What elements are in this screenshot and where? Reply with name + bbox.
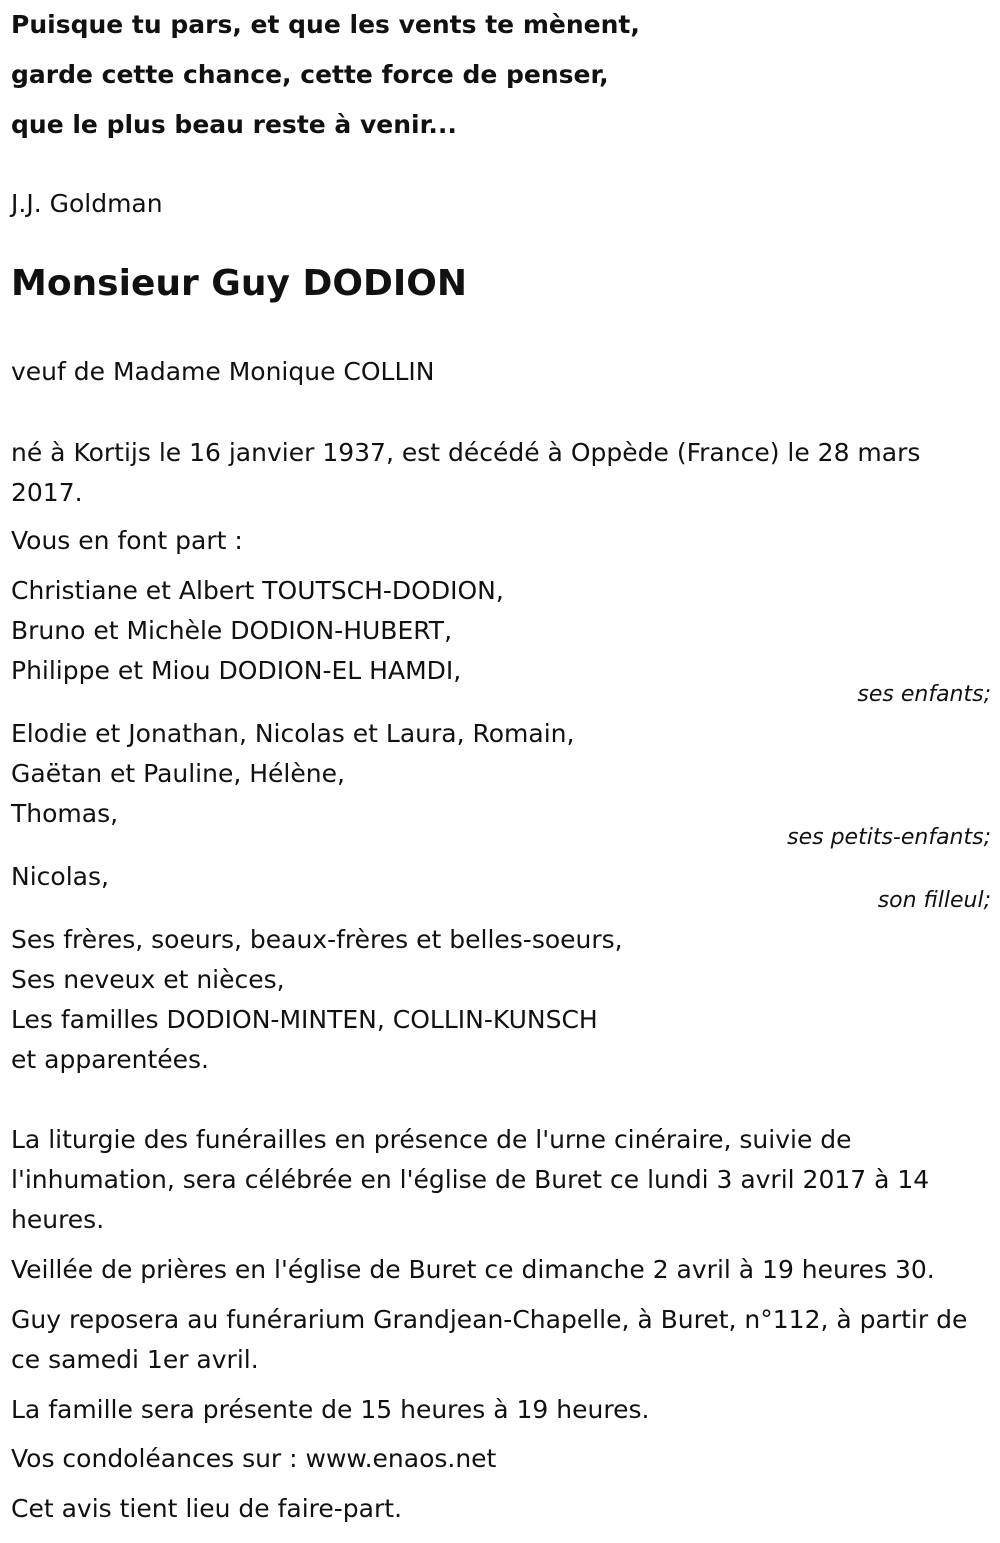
grandchildren-line-3: Thomas, — [11, 799, 119, 828]
widower-line: veuf de Madame Monique COLLIN — [11, 357, 435, 386]
grandchildren-relation: ses petits-enfants; — [787, 825, 991, 850]
birth-death-text: né à Kortijs le 16 janvier 1937, est décédé à Oppède (France) le 28 mars 2017. — [11, 438, 921, 507]
poem-line-3: que le plus beau reste à venir... — [11, 110, 457, 139]
others-line-3: Les familles DODION-MINTEN, COLLIN-KUNSCH — [11, 1005, 598, 1034]
liturgy-text: La liturgie des funérailles en présence de l'urne cinéraire, suivie de l'inhumation, sera célébrée en l'église de Buret ce lundi 3 avril 2017 à 14 heures. — [11, 1125, 930, 1234]
others-line-1: Ses frères, soeurs, beaux-frères et belles-soeurs, — [11, 925, 623, 954]
godson-line: Nicolas, — [11, 862, 109, 891]
deceased-name: Monsieur Guy DODION — [11, 263, 467, 304]
poem-author: J.J. Goldman — [11, 189, 163, 218]
announcement-intro: Vous en font part : — [11, 526, 243, 555]
children-line-3: Philippe et Miou DODION-EL HAMDI, — [11, 656, 462, 685]
condolences-text: Vos condoléances sur : www.enaos.net — [11, 1444, 497, 1473]
children-relation: ses enfants; — [857, 682, 991, 707]
vigil-text: Veillée de prières en l'église de Buret ce dimanche 2 avril à 19 heures 30. — [11, 1255, 935, 1284]
family-presence-text: La famille sera présente de 15 heures à 19 heures. — [11, 1395, 650, 1424]
children-line-1: Christiane et Albert TOUTSCH-DODION, — [11, 576, 504, 605]
poem-line-2: garde cette chance, cette force de penser, — [11, 60, 609, 89]
notice-text: Cet avis tient lieu de faire-part. — [11, 1494, 403, 1523]
rest-text: Guy reposera au funérarium Grandjean-Chapelle, à Buret, n°112, à partir de ce samedi 1er avril. — [11, 1305, 968, 1374]
children-line-2: Bruno et Michèle DODION-HUBERT, — [11, 616, 453, 645]
poem-line-1: Puisque tu pars, et que les vents te mènent, — [11, 10, 640, 39]
grandchildren-line-2: Gaëtan et Pauline, Hélène, — [11, 759, 345, 788]
grandchildren-line-1: Elodie et Jonathan, Nicolas et Laura, Romain, — [11, 719, 575, 748]
others-line-2: Ses neveux et nièces, — [11, 965, 285, 994]
godson-relation: son filleul; — [877, 888, 991, 913]
others-line-4: et apparentées. — [11, 1045, 209, 1074]
